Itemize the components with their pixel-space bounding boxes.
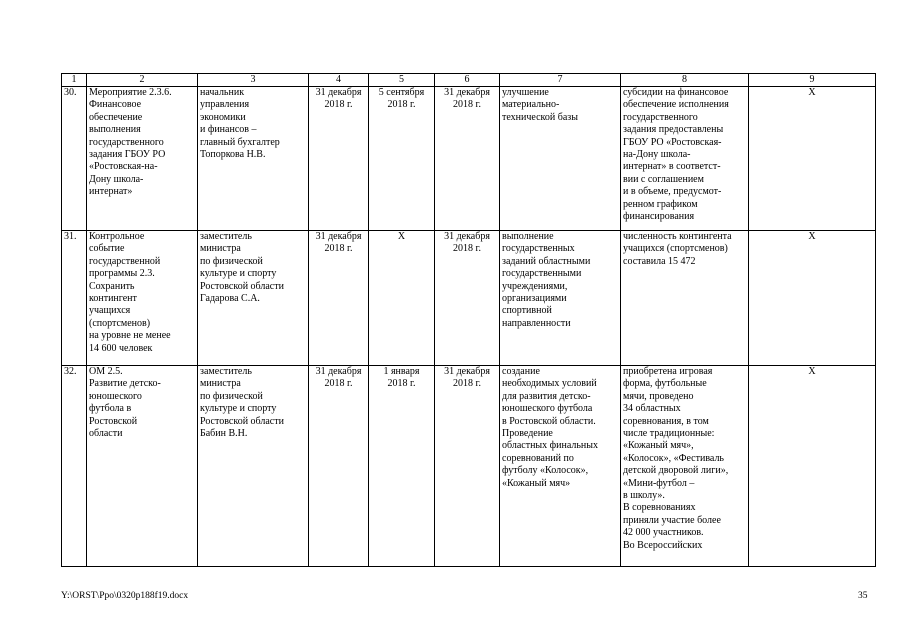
expected-result: выполнение государственных заданий областными государственными учреждениями, организациями спортивной направленности [500,231,621,366]
event-name: Мероприятие 2.3.6. Финансовое обеспечение выполнения государственного задания ГБОУ РО «Ростовская-на- Дону школа- интернат» [87,87,198,231]
start-date: 5 сентября 2018 г. [369,87,435,231]
event-name: Контрольное событие государственной программы 2.3. Сохранить контингент учащихся (спортсменов) на уровне не менее 14 600 человек [87,231,198,366]
responsible-person: заместитель министра по физической культуре и спорту Ростовской области Бабин В.Н. [198,366,309,567]
table-row [62,87,876,231]
expected-result: создание необходимых условий для развития детско- юношеского футбола в Ростовской области. Проведение областных финальных соревнований по футболу «Колосок», «Кожаный мяч» [500,366,621,567]
responsible-person: заместитель министра по физической культуре и спорту Ростовской области Гадарова С.А. [198,231,309,366]
page-number: 35 [858,591,868,601]
end-date: 31 декабря 2018 г. [435,87,500,231]
event-name: ОМ 2.5. Развитие детско- юношеского футбола в Ростовской области [87,366,198,567]
column-number-9: 9 [749,74,876,87]
row-number: 30. [62,87,87,231]
responsible-person: начальник управления экономики и финансов – главный бухгалтер Топоркова Н.В. [198,87,309,231]
column-number-4: 4 [309,74,369,87]
table-row [62,366,876,567]
end-date: 31 декабря 2018 г. [435,231,500,366]
actual-result: численность контингента учащихся (спортсменов) составила 15 472 [621,231,749,366]
mark-cell: X [749,87,876,231]
planned-date: 31 декабря 2018 г. [309,87,369,231]
start-date: X [369,231,435,366]
column-number-8: 8 [621,74,749,87]
column-number-2: 2 [87,74,198,87]
mark-cell: X [749,231,876,366]
report-table [61,73,876,567]
planned-date: 31 декабря 2018 г. [309,366,369,567]
footer-file-path: Y:\ORST\Ppo\0320p188f19.docx [61,591,189,601]
column-number-5: 5 [369,74,435,87]
row-number: 31. [62,231,87,366]
column-number-6: 6 [435,74,500,87]
column-number-1: 1 [62,74,87,87]
table-row [62,231,876,366]
row-number: 32. [62,366,87,567]
actual-result: приобретена игровая форма, футбольные мячи, проведено 34 областных соревнования, в том числе традиционные: «Кожаный мяч», «Колосок», «Фестиваль детской дворовой лиги», «Мини-футбол – в школу». В соревнованиях приняли участие более 42 000 участников. Во Всероссийских [621,366,749,567]
actual-result: субсидии на финансовое обеспечение исполнения государственного задания предоставлены ГБОУ РО «Ростовская- на-Дону школа- интернат» в соответст- вии с соглашением и в объеме, предусмот- ренном графиком финансирования [621,87,749,231]
column-number-7: 7 [500,74,621,87]
planned-date: 31 декабря 2018 г. [309,231,369,366]
column-number-3: 3 [198,74,309,87]
start-date: 1 января 2018 г. [369,366,435,567]
end-date: 31 декабря 2018 г. [435,366,500,567]
table-header-row [62,74,876,87]
mark-cell: X [749,366,876,567]
expected-result: улучшение материально- технической базы [500,87,621,231]
